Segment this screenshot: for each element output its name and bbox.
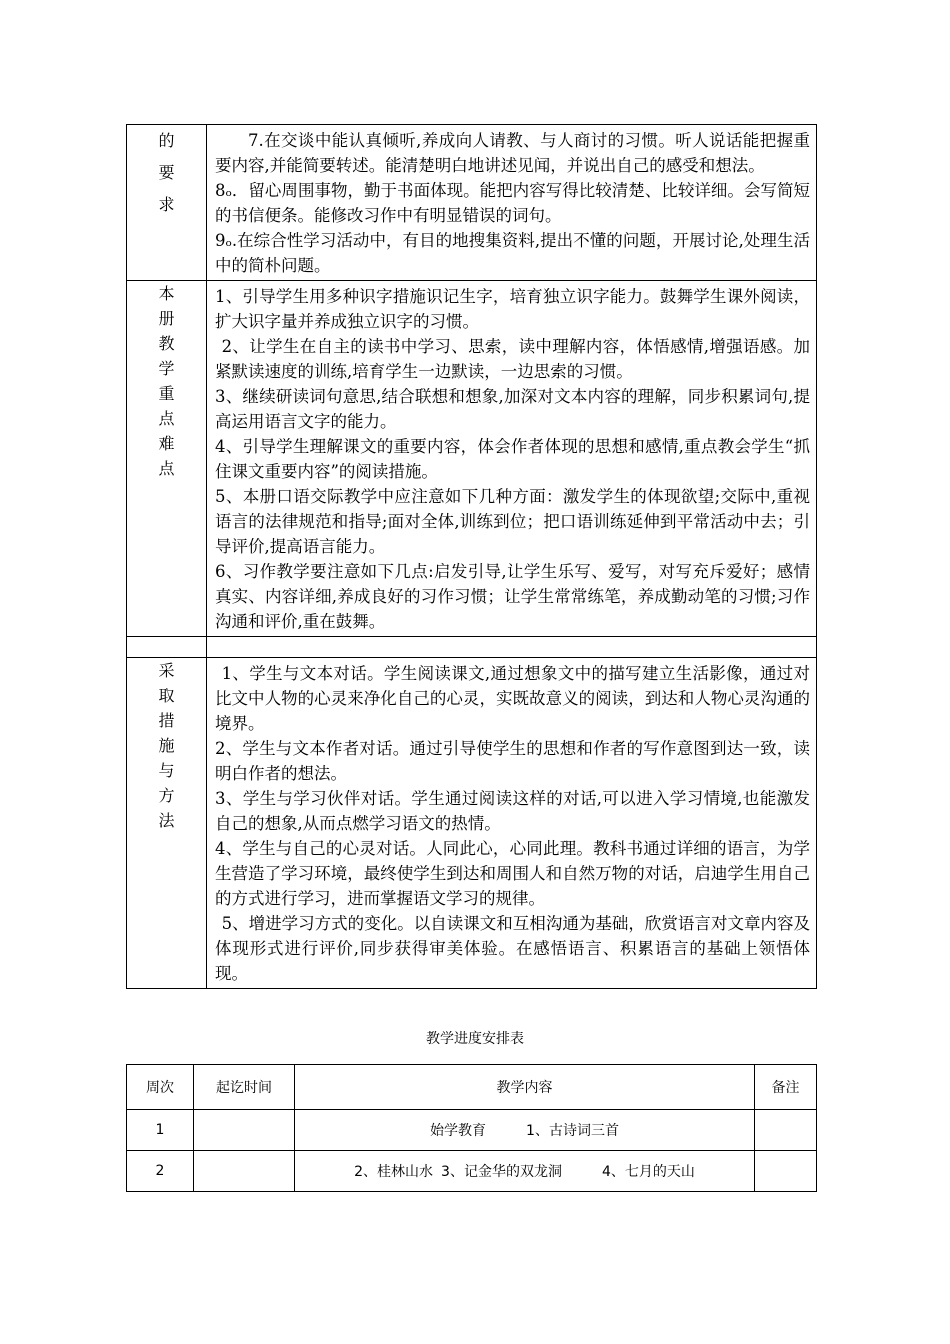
header-note: 备注	[755, 1065, 817, 1110]
table-row	[127, 1110, 817, 1151]
method-item: 5、增进学习方式的变化。以自读课文和互相沟通为基础，欣赏语言对文章内容及体现形式进行评价,同步获得审美体验。在感悟语言、积累语言的基础上领悟体现。	[215, 914, 810, 983]
requirements-content	[207, 125, 817, 281]
label-char: 教	[158, 334, 175, 353]
requirements-label	[127, 125, 207, 281]
label-char: 法	[158, 811, 175, 830]
content-part: 始学教育	[430, 1123, 487, 1139]
requirements-row	[127, 125, 817, 281]
content-part: 4、七月的天山	[601, 1164, 695, 1180]
label-char: 与	[158, 761, 175, 780]
key-points-content	[207, 281, 817, 637]
content-part: 2、桂林山水	[354, 1164, 434, 1180]
key-point-item: 1、引导学生用多种识字措施识记生字，培育独立识字能力。鼓舞学生课外阅读，扩大识字量并养成独立识字的习惯。	[215, 287, 810, 331]
content-part: 1、古诗词三首	[526, 1123, 619, 1139]
label-char: 学	[158, 359, 175, 378]
schedule-caption: 教学进度安排表	[426, 1031, 524, 1047]
key-point-item: 2、让学生在自主的读书中学习、思索，读中理解内容，体悟感情,增强语感。加紧默读速度的训练,培育学生一边默读，一边思索的习惯。	[215, 337, 810, 381]
schedule-table	[126, 1064, 817, 1192]
requirement-item: 9ₒ.在综合性学习活动中，有目的地搜集资料,提出不懂的问题，开展讨论,处理生活中的简朴问题。	[215, 231, 810, 275]
label-char: 点	[158, 409, 175, 428]
method-item: 4、学生与自己的心灵对话。人同此心，心同此理。教科书通过详细的语言，为学生营造了学习环境，最终使学生到达和周围人和自然万物的对话，启迪学生用自己的方式进行学习，进而掌握语文学习的规律。	[215, 839, 810, 908]
empty-row	[127, 637, 817, 658]
key-point-item: 3、继续研读词句意思,结合联想和想象,加深对文本内容的理解，同步积累词句,提高运用语言文字的能力。	[215, 387, 810, 431]
empty-cell	[127, 637, 207, 658]
label-char: 本	[158, 284, 175, 303]
method-item: 1、学生与文本对话。学生阅读课文,通过想象文中的描写建立生活影像，通过对比文中人物的心灵来净化自己的心灵，实既故意义的阅读，到达和人物心灵沟通的境界。	[215, 664, 810, 733]
label-char: 方	[158, 786, 175, 805]
label-char: 重	[158, 384, 175, 403]
empty-cell	[207, 637, 817, 658]
header-content: 教学内容	[295, 1065, 755, 1110]
note-cell	[755, 1110, 817, 1151]
method-item: 2、学生与文本作者对话。通过引导使学生的思想和作者的写作意图到达一致，读明白作者的想法。	[215, 739, 810, 783]
table-row	[127, 1151, 817, 1192]
label-char: 要	[158, 163, 175, 182]
header-time: 起讫时间	[194, 1065, 295, 1110]
time-cell	[194, 1151, 295, 1192]
label-char: 的	[158, 131, 175, 150]
time-cell	[194, 1110, 295, 1151]
schedule-header-row	[127, 1065, 817, 1110]
label-char: 采	[158, 661, 175, 680]
methods-label	[127, 658, 207, 989]
key-point-item: 4、引导学生理解课文的重要内容，体会作者体现的思想和感情,重点教会学生“抓住课文重要内容”的阅读措施。	[215, 437, 810, 481]
methods-row	[127, 658, 817, 989]
requirement-item: 7.在交谈中能认真倾听,养成向人请教、与人商讨的习惯。听人说话能把握重要内容,并能简要转述。能清楚明白地讲述见闻，并说出自己的感受和想法。	[215, 131, 810, 175]
label-char: 求	[158, 195, 175, 214]
content-cell	[295, 1151, 755, 1192]
week-cell: 1	[127, 1110, 194, 1151]
label-char: 措	[158, 711, 175, 730]
key-point-item: 5、本册口语交际教学中应注意如下几种方面：激发学生的体现欲望;交际中,重视语言的法律规范和指导;面对全体,训练到位；把口语训练延伸到平常活动中去；引导评价,提高语言能力。	[215, 487, 810, 556]
week-cell: 2	[127, 1151, 194, 1192]
label-char: 施	[158, 736, 175, 755]
content-cell	[295, 1110, 755, 1151]
label-char: 点	[158, 459, 175, 478]
requirement-item: 8ₒ．留心周围事物，勤于书面体现。能把内容写得比较清楚、比较详细。会写简短的书信便条。能修改习作中有明显错误的词句。	[215, 181, 810, 225]
plan-table	[126, 124, 817, 989]
key-points-label	[127, 281, 207, 637]
header-week: 周次	[127, 1065, 194, 1110]
label-char: 册	[158, 309, 175, 328]
label-char: 难	[158, 434, 175, 453]
method-item: 3、学生与学习伙伴对话。学生通过阅读这样的对话,可以进入学习情境,也能激发自己的想象,从而点燃学习语文的热情。	[215, 789, 810, 833]
content-part: 3、记金华的双龙洞	[441, 1164, 562, 1180]
label-char: 取	[158, 686, 175, 705]
key-point-item: 6、习作教学要注意如下几点:启发引导,让学生乐写、爱写，对写充斥爱好；感情真实、内容详细,养成良好的习作习惯；让学生常常练笔，养成勤动笔的习惯;习作沟通和评价,重在鼓舞。	[215, 562, 810, 631]
methods-content	[207, 658, 817, 989]
key-points-row	[127, 281, 817, 637]
note-cell	[755, 1151, 817, 1192]
